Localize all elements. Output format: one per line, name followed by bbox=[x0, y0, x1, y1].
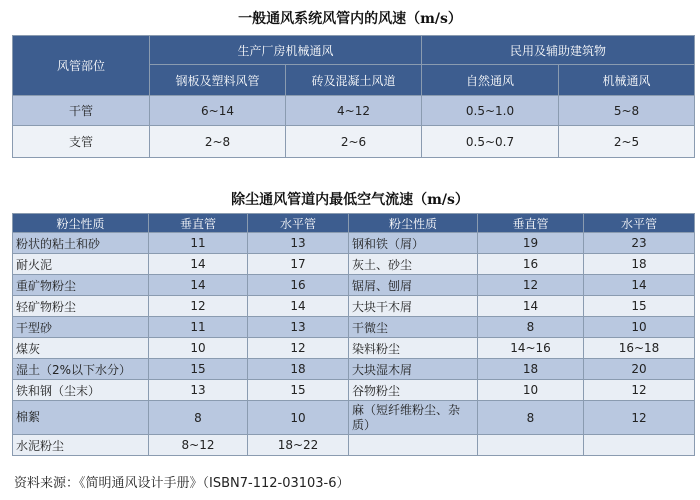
header-vertical-right: 垂直管 bbox=[478, 214, 584, 233]
subheader-mech: 机械通风 bbox=[559, 65, 695, 96]
table-row bbox=[13, 401, 695, 435]
vertical-value: 15 bbox=[149, 359, 248, 380]
horizontal-value: 13 bbox=[248, 317, 349, 338]
table-row bbox=[13, 380, 695, 401]
cell-natural: 0.5~0.7 bbox=[422, 126, 559, 158]
dust-name: 铁和钢（尘末） bbox=[13, 380, 149, 401]
header-vertical-left: 垂直管 bbox=[149, 214, 248, 233]
vertical-value: 14 bbox=[478, 296, 584, 317]
cell-natural: 0.5~1.0 bbox=[422, 96, 559, 126]
dust-name: 干型砂 bbox=[13, 317, 149, 338]
vertical-value: 10 bbox=[149, 338, 248, 359]
dust-name: 谷物粉尘 bbox=[349, 380, 478, 401]
empty-cell bbox=[584, 435, 695, 456]
vertical-value: 14 bbox=[149, 254, 248, 275]
air-velocity-general-table bbox=[12, 35, 695, 158]
horizontal-value: 15 bbox=[248, 380, 349, 401]
dust-name: 大块干木屑 bbox=[349, 296, 478, 317]
horizontal-value: 20 bbox=[584, 359, 695, 380]
dust-name: 煤灰 bbox=[13, 338, 149, 359]
dust-name: 灰土、砂尘 bbox=[349, 254, 478, 275]
table-row bbox=[13, 96, 695, 126]
horizontal-value: 12 bbox=[584, 380, 695, 401]
horizontal-value: 18 bbox=[584, 254, 695, 275]
cell-mech: 5~8 bbox=[559, 96, 695, 126]
cell-mech: 2~5 bbox=[559, 126, 695, 158]
horizontal-value: 10 bbox=[584, 317, 695, 338]
horizontal-value: 16~18 bbox=[584, 338, 695, 359]
dust-name: 大块湿木屑 bbox=[349, 359, 478, 380]
table-row bbox=[13, 254, 695, 275]
vertical-value: 16 bbox=[478, 254, 584, 275]
dust-name: 锯屑、刨屑 bbox=[349, 275, 478, 296]
dust-name: 染料粉尘 bbox=[349, 338, 478, 359]
vertical-value: 19 bbox=[478, 233, 584, 254]
horizontal-value: 10 bbox=[248, 401, 349, 435]
vertical-value: 12 bbox=[149, 296, 248, 317]
source-note: 资料来源：《简明通风设计手册》（ISBN7-112-03103-6） bbox=[14, 476, 350, 491]
horizontal-value: 12 bbox=[584, 401, 695, 435]
vertical-value: 11 bbox=[149, 233, 248, 254]
horizontal-value: 12 bbox=[248, 338, 349, 359]
vertical-value: 10 bbox=[478, 380, 584, 401]
dust-name: 水泥粉尘 bbox=[13, 435, 149, 456]
table2-title: 除尘通风管道内最低空气流速（m/s） bbox=[231, 192, 469, 208]
empty-cell bbox=[478, 435, 584, 456]
dust-name: 粉状的粘土和砂 bbox=[13, 233, 149, 254]
horizontal-value: 15 bbox=[584, 296, 695, 317]
horizontal-value: 17 bbox=[248, 254, 349, 275]
header-dust-left: 粉尘性质 bbox=[13, 214, 149, 233]
horizontal-value: 23 bbox=[584, 233, 695, 254]
subheader-steel: 钢板及塑料风管 bbox=[150, 65, 286, 96]
table-row bbox=[13, 338, 695, 359]
dust-name: 钢和铁（屑） bbox=[349, 233, 478, 254]
header-duct-part: 风管部位 bbox=[13, 36, 150, 96]
cell-brick: 2~6 bbox=[286, 126, 422, 158]
dust-name: 湿土（2%以下水分） bbox=[13, 359, 149, 380]
horizontal-value: 14 bbox=[248, 296, 349, 317]
table-row bbox=[13, 126, 695, 158]
dust-name: 耐火泥 bbox=[13, 254, 149, 275]
table-row bbox=[13, 435, 695, 456]
subheader-brick: 砖及混凝土风道 bbox=[286, 65, 422, 96]
table-row bbox=[13, 359, 695, 380]
horizontal-value: 16 bbox=[248, 275, 349, 296]
header-civil: 民用及辅助建筑物 bbox=[422, 36, 695, 65]
dust-name: 重矿物粉尘 bbox=[13, 275, 149, 296]
horizontal-value: 18 bbox=[248, 359, 349, 380]
table1-title: 一般通风系统风管内的风速（m/s） bbox=[238, 11, 462, 27]
horizontal-value: 13 bbox=[248, 233, 349, 254]
vertical-value: 14 bbox=[149, 275, 248, 296]
cell-part: 支管 bbox=[13, 126, 150, 158]
table-row bbox=[13, 317, 695, 338]
header-industrial: 生产厂房机械通风 bbox=[150, 36, 422, 65]
vertical-value: 14~16 bbox=[478, 338, 584, 359]
vertical-value: 8 bbox=[149, 401, 248, 435]
vertical-value: 8 bbox=[478, 317, 584, 338]
table-row bbox=[13, 296, 695, 317]
dust-name: 麻（短纤维粉尘、杂质） bbox=[349, 401, 478, 435]
header-dust-right: 粉尘性质 bbox=[349, 214, 478, 233]
horizontal-value: 14 bbox=[584, 275, 695, 296]
vertical-value: 11 bbox=[149, 317, 248, 338]
cell-steel: 2~8 bbox=[150, 126, 286, 158]
cell-part: 干管 bbox=[13, 96, 150, 126]
vertical-value: 8~12 bbox=[149, 435, 248, 456]
vertical-value: 12 bbox=[478, 275, 584, 296]
empty-cell bbox=[349, 435, 478, 456]
cell-brick: 4~12 bbox=[286, 96, 422, 126]
table-row bbox=[13, 233, 695, 254]
cell-steel: 6~14 bbox=[150, 96, 286, 126]
table-row bbox=[13, 275, 695, 296]
vertical-value: 18 bbox=[478, 359, 584, 380]
dust-name: 干微尘 bbox=[349, 317, 478, 338]
header-horizontal-right: 水平管 bbox=[584, 214, 695, 233]
vertical-value: 13 bbox=[149, 380, 248, 401]
vertical-value: 8 bbox=[478, 401, 584, 435]
dust-name: 轻矿物粉尘 bbox=[13, 296, 149, 317]
header-horizontal-left: 水平管 bbox=[248, 214, 349, 233]
horizontal-value: 18~22 bbox=[248, 435, 349, 456]
dust-name: 棉絮 bbox=[13, 401, 149, 435]
dust-velocity-table bbox=[12, 213, 695, 456]
subheader-natural: 自然通风 bbox=[422, 65, 559, 96]
